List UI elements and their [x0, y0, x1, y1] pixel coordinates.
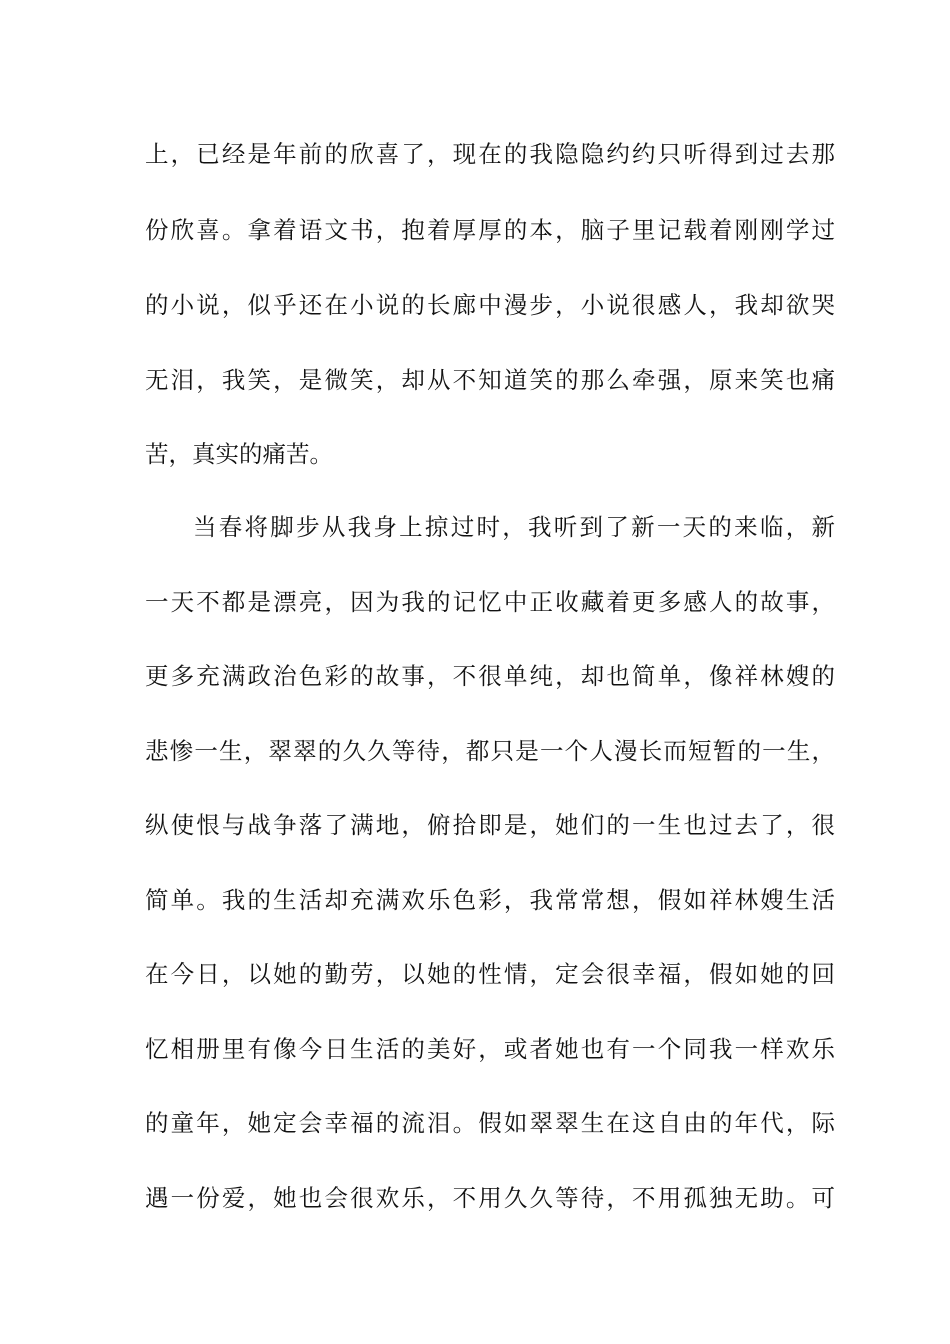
text-line: 一天不都是漂亮，因为我的记忆中正收藏着更多感人的故事， — [145, 588, 835, 616]
text-line: 忆相册里有像今日生活的美好，或者她也有一个同我一样欢乐 — [145, 1035, 835, 1063]
paragraph-first-line: 当春将脚步从我身上掠过时，我听到了新一天的来临，新 — [193, 513, 835, 541]
text-line: 的童年，她定会幸福的流泪。假如翠翠生在这自由的年代，际 — [145, 1109, 835, 1137]
text-line: 的小说，似乎还在小说的长廊中漫步，小说很感人，我却欲哭 — [145, 291, 835, 319]
text-line: 简单。我的生活却充满欢乐色彩，我常常想，假如祥林嫂生活 — [145, 886, 835, 914]
text-line: 无泪，我笑，是微笑，却从不知道笑的那么牵强，原来笑也痛 — [145, 366, 835, 394]
text-line: 苦，真实的痛苦。 — [145, 440, 333, 468]
text-line: 上，已经是年前的欣喜了，现在的我隐隐约约只听得到过去那 — [145, 140, 835, 168]
text-line: 更多充满政治色彩的故事，不很单纯，却也简单，像祥林嫂的 — [145, 662, 835, 690]
text-line: 在今日，以她的勤劳，以她的性情，定会很幸福，假如她的回 — [145, 960, 835, 988]
text-line: 份欣喜。拿着语文书，抱着厚厚的本，脑子里记载着刚刚学过 — [145, 216, 835, 244]
text-line: 遇一份爱，她也会很欢乐，不用久久等待，不用孤独无助。可 — [145, 1184, 835, 1212]
text-line: 悲惨一生，翠翠的久久等待，都只是一个人漫长而短暂的一生， — [145, 737, 835, 765]
text-line: 纵使恨与战争落了满地，俯拾即是，她们的一生也过去了，很 — [145, 811, 835, 839]
